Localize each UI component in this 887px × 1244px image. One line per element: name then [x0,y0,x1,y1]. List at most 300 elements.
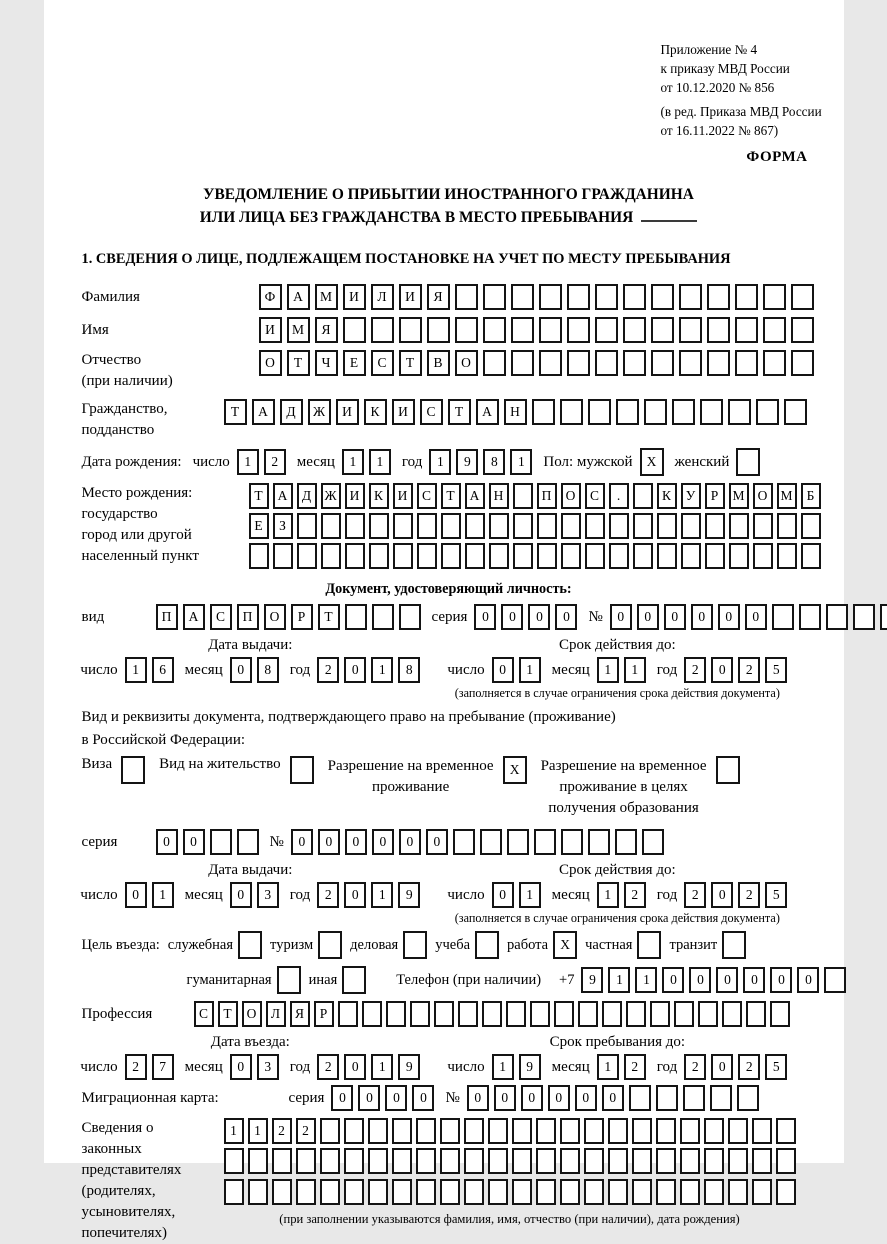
cell-box[interactable]: 2 [624,882,646,908]
cell-box[interactable]: 0 [718,604,740,630]
cell-box[interactable] [728,399,751,425]
cell-box[interactable] [393,543,413,569]
cell-box[interactable] [735,350,758,376]
cell-box[interactable] [210,829,232,855]
cell-box[interactable]: 0 [331,1085,353,1111]
cell-box[interactable] [791,317,814,343]
cell-box[interactable]: Б [801,483,821,509]
cell-box[interactable]: И [392,399,415,425]
cell-box[interactable]: 1 [519,882,541,908]
cell-box[interactable]: Н [504,399,527,425]
cell-box[interactable] [417,513,437,539]
cell-box[interactable] [615,829,637,855]
cell-box[interactable] [536,1148,556,1174]
cell-box[interactable]: Т [218,1001,238,1027]
cell-box[interactable] [657,513,677,539]
cell-box[interactable]: С [194,1001,214,1027]
cell-box[interactable] [465,543,485,569]
cell-box[interactable] [368,1148,388,1174]
cell-box[interactable] [320,1179,340,1205]
cell-box[interactable] [623,317,646,343]
cell-box[interactable]: С [417,483,437,509]
cell-box[interactable] [651,350,674,376]
cell-box[interactable] [507,829,529,855]
cell-box[interactable]: Е [343,350,366,376]
cell-box[interactable]: 9 [456,449,478,475]
cell-box[interactable] [372,604,394,630]
cell-box[interactable] [512,1179,532,1205]
cell-box[interactable]: Т [399,350,422,376]
cell-box[interactable]: X [553,931,577,959]
cell-box[interactable] [681,543,701,569]
cell-box[interactable] [729,513,749,539]
cell-box[interactable]: К [657,483,677,509]
cell-box[interactable] [633,513,653,539]
cell-box[interactable]: 0 [358,1085,380,1111]
cell-box[interactable] [488,1148,508,1174]
cell-box[interactable]: 0 [637,604,659,630]
cell-box[interactable] [297,513,317,539]
cell-box[interactable]: Р [705,483,725,509]
cell-box[interactable] [489,513,509,539]
cell-box[interactable]: 0 [743,967,765,993]
cell-box[interactable] [371,317,394,343]
cell-box[interactable]: 0 [230,657,252,683]
cell-box[interactable]: О [561,483,581,509]
cell-box[interactable]: 1 [429,449,451,475]
cell-box[interactable]: 0 [291,829,313,855]
cell-box[interactable] [121,756,145,784]
cell-box[interactable] [560,1148,580,1174]
cell-box[interactable] [482,1001,502,1027]
cell-box[interactable] [536,1118,556,1144]
cell-box[interactable]: 0 [664,604,686,630]
cell-box[interactable]: 0 [555,604,577,630]
cell-box[interactable] [595,284,618,310]
cell-box[interactable] [656,1179,676,1205]
cell-box[interactable] [345,513,365,539]
cell-box[interactable]: Ф [259,284,282,310]
cell-box[interactable] [532,399,555,425]
cell-box[interactable] [475,931,499,959]
cell-box[interactable] [441,513,461,539]
cell-box[interactable]: 0 [230,882,252,908]
cell-box[interactable]: 1 [224,1118,244,1144]
cell-box[interactable] [453,829,475,855]
cell-box[interactable] [561,829,583,855]
cell-box[interactable] [578,1001,598,1027]
cell-box[interactable]: 2 [317,1054,339,1080]
cell-box[interactable] [248,1148,268,1174]
cell-box[interactable] [656,1085,678,1111]
cell-box[interactable] [561,513,581,539]
cell-box[interactable]: С [585,483,605,509]
cell-box[interactable]: 2 [684,882,706,908]
cell-box[interactable] [343,317,366,343]
cell-box[interactable] [440,1118,460,1144]
cell-box[interactable] [777,543,797,569]
cell-box[interactable] [763,317,786,343]
cell-box[interactable] [826,604,848,630]
cell-box[interactable] [616,399,639,425]
cell-box[interactable] [880,604,887,630]
cell-box[interactable]: 0 [745,604,767,630]
cell-box[interactable]: П [156,604,178,630]
cell-box[interactable] [489,543,509,569]
cell-box[interactable] [584,1148,604,1174]
cell-box[interactable] [595,317,618,343]
cell-box[interactable]: Т [318,604,340,630]
cell-box[interactable] [488,1118,508,1144]
cell-box[interactable] [752,1118,772,1144]
cell-box[interactable] [644,399,667,425]
cell-box[interactable] [554,1001,574,1027]
cell-box[interactable] [584,1118,604,1144]
cell-box[interactable] [801,543,821,569]
cell-box[interactable] [537,513,557,539]
cell-box[interactable]: X [640,448,664,476]
cell-box[interactable]: 3 [257,882,279,908]
cell-box[interactable] [393,513,413,539]
cell-box[interactable]: 0 [797,967,819,993]
cell-box[interactable] [584,1179,604,1205]
cell-box[interactable] [632,1118,652,1144]
cell-box[interactable] [534,829,556,855]
cell-box[interactable] [722,931,746,959]
cell-box[interactable] [512,1118,532,1144]
cell-box[interactable] [403,931,427,959]
cell-box[interactable]: 5 [765,1054,787,1080]
cell-box[interactable] [763,284,786,310]
cell-box[interactable] [705,513,725,539]
cell-box[interactable] [290,756,314,784]
cell-box[interactable] [464,1179,484,1205]
cell-box[interactable] [756,399,779,425]
cell-box[interactable] [705,543,725,569]
cell-box[interactable]: . [609,483,629,509]
cell-box[interactable]: 2 [317,657,339,683]
cell-box[interactable] [698,1001,718,1027]
cell-box[interactable] [344,1148,364,1174]
cell-box[interactable]: О [753,483,773,509]
cell-box[interactable]: Т [287,350,310,376]
cell-box[interactable] [608,1179,628,1205]
cell-box[interactable]: Я [290,1001,310,1027]
cell-box[interactable]: 0 [711,657,733,683]
cell-box[interactable] [853,604,875,630]
cell-box[interactable]: 0 [492,657,514,683]
cell-box[interactable] [776,1148,796,1174]
cell-box[interactable] [464,1148,484,1174]
cell-box[interactable] [632,1148,652,1174]
cell-box[interactable]: О [259,350,282,376]
cell-box[interactable] [368,1179,388,1205]
cell-box[interactable]: 0 [501,604,523,630]
cell-box[interactable] [776,1179,796,1205]
cell-box[interactable] [707,284,730,310]
cell-box[interactable]: Д [280,399,303,425]
cell-box[interactable]: 0 [528,604,550,630]
cell-box[interactable] [561,543,581,569]
cell-box[interactable]: 0 [548,1085,570,1111]
cell-box[interactable]: 2 [738,882,760,908]
cell-box[interactable]: А [273,483,293,509]
cell-box[interactable] [595,350,618,376]
cell-box[interactable]: 1 [510,449,532,475]
cell-box[interactable] [237,829,259,855]
cell-box[interactable]: 0 [602,1085,624,1111]
cell-box[interactable] [707,317,730,343]
cell-box[interactable]: 5 [765,882,787,908]
cell-box[interactable] [728,1179,748,1205]
cell-box[interactable] [410,1001,430,1027]
cell-box[interactable]: 1 [342,449,364,475]
cell-box[interactable] [511,317,534,343]
cell-box[interactable]: Ч [315,350,338,376]
cell-box[interactable] [272,1148,292,1174]
cell-box[interactable]: 0 [467,1085,489,1111]
cell-box[interactable]: И [399,284,422,310]
cell-box[interactable] [248,1179,268,1205]
cell-box[interactable] [344,1179,364,1205]
cell-box[interactable]: X [503,756,527,784]
cell-box[interactable]: М [315,284,338,310]
cell-box[interactable] [735,284,758,310]
cell-box[interactable] [506,1001,526,1027]
cell-box[interactable]: У [681,483,701,509]
cell-box[interactable]: 0 [183,829,205,855]
cell-box[interactable] [342,966,366,994]
cell-box[interactable] [770,1001,790,1027]
cell-box[interactable]: 0 [521,1085,543,1111]
cell-box[interactable] [710,1085,732,1111]
cell-box[interactable] [672,399,695,425]
cell-box[interactable]: С [210,604,232,630]
cell-box[interactable]: В [427,350,450,376]
cell-box[interactable] [728,1148,748,1174]
cell-box[interactable] [321,543,341,569]
cell-box[interactable]: 0 [610,604,632,630]
cell-box[interactable] [392,1179,412,1205]
cell-box[interactable] [272,1179,292,1205]
cell-box[interactable]: 2 [317,882,339,908]
cell-box[interactable] [440,1179,460,1205]
cell-box[interactable] [680,1118,700,1144]
cell-box[interactable]: Л [371,284,394,310]
cell-box[interactable] [539,350,562,376]
cell-box[interactable]: 0 [689,967,711,993]
cell-box[interactable] [464,1118,484,1144]
cell-box[interactable] [679,350,702,376]
cell-box[interactable]: 5 [765,657,787,683]
cell-box[interactable]: Д [297,483,317,509]
cell-box[interactable] [609,513,629,539]
cell-box[interactable] [511,284,534,310]
cell-box[interactable] [511,350,534,376]
cell-box[interactable]: И [336,399,359,425]
cell-box[interactable] [399,604,421,630]
cell-box[interactable]: 0 [125,882,147,908]
cell-box[interactable]: 0 [344,882,366,908]
cell-box[interactable]: 1 [371,657,393,683]
cell-box[interactable]: И [259,317,282,343]
cell-box[interactable]: 1 [624,657,646,683]
cell-box[interactable] [560,1179,580,1205]
cell-box[interactable]: Ж [308,399,331,425]
cell-box[interactable] [386,1001,406,1027]
cell-box[interactable] [704,1179,724,1205]
cell-box[interactable]: А [252,399,275,425]
cell-box[interactable]: 1 [152,882,174,908]
cell-box[interactable]: Т [448,399,471,425]
cell-box[interactable] [608,1148,628,1174]
cell-box[interactable] [345,604,367,630]
cell-box[interactable]: 0 [230,1054,252,1080]
cell-box[interactable] [560,399,583,425]
cell-box[interactable] [567,284,590,310]
cell-box[interactable] [416,1179,436,1205]
cell-box[interactable] [707,350,730,376]
cell-box[interactable] [513,483,533,509]
cell-box[interactable] [480,829,502,855]
cell-box[interactable]: 1 [635,967,657,993]
cell-box[interactable] [609,543,629,569]
cell-box[interactable] [623,284,646,310]
cell-box[interactable] [427,317,450,343]
cell-box[interactable] [716,756,740,784]
cell-box[interactable] [632,1179,652,1205]
cell-box[interactable]: 9 [581,967,603,993]
cell-box[interactable] [369,543,389,569]
cell-box[interactable]: 1 [597,657,619,683]
cell-box[interactable] [752,1179,772,1205]
cell-box[interactable]: Я [427,284,450,310]
cell-box[interactable] [776,1118,796,1144]
cell-box[interactable]: Р [291,604,313,630]
cell-box[interactable] [680,1148,700,1174]
cell-box[interactable] [249,543,269,569]
cell-box[interactable] [752,1148,772,1174]
cell-box[interactable] [777,513,797,539]
cell-box[interactable] [679,284,702,310]
cell-box[interactable] [344,1118,364,1144]
cell-box[interactable]: М [287,317,310,343]
cell-box[interactable]: П [537,483,557,509]
cell-box[interactable]: К [364,399,387,425]
cell-box[interactable] [629,1085,651,1111]
cell-box[interactable] [799,604,821,630]
cell-box[interactable] [399,317,422,343]
cell-box[interactable]: О [242,1001,262,1027]
cell-box[interactable] [656,1118,676,1144]
cell-box[interactable]: Н [489,483,509,509]
cell-box[interactable] [728,1118,748,1144]
cell-box[interactable]: 2 [738,657,760,683]
cell-box[interactable] [585,543,605,569]
cell-box[interactable]: 1 [369,449,391,475]
cell-box[interactable] [560,1118,580,1144]
cell-box[interactable]: 0 [385,1085,407,1111]
cell-box[interactable]: А [476,399,499,425]
cell-box[interactable] [637,931,661,959]
cell-box[interactable] [483,284,506,310]
cell-box[interactable] [277,966,301,994]
cell-box[interactable]: 0 [575,1085,597,1111]
cell-box[interactable]: 1 [237,449,259,475]
cell-box[interactable] [633,483,653,509]
cell-box[interactable]: 2 [738,1054,760,1080]
cell-box[interactable]: Е [249,513,269,539]
cell-box[interactable]: 1 [597,1054,619,1080]
cell-box[interactable]: 7 [152,1054,174,1080]
cell-box[interactable] [674,1001,694,1027]
cell-box[interactable] [392,1148,412,1174]
cell-box[interactable] [321,513,341,539]
cell-box[interactable] [633,543,653,569]
cell-box[interactable] [369,513,389,539]
cell-box[interactable]: 0 [372,829,394,855]
cell-box[interactable] [681,513,701,539]
cell-box[interactable]: 0 [711,1054,733,1080]
cell-box[interactable]: 1 [371,882,393,908]
cell-box[interactable]: 3 [257,1054,279,1080]
cell-box[interactable]: 1 [125,657,147,683]
cell-box[interactable]: 0 [711,882,733,908]
cell-box[interactable]: 0 [156,829,178,855]
cell-box[interactable] [513,543,533,569]
cell-box[interactable] [320,1118,340,1144]
cell-box[interactable] [455,284,478,310]
cell-box[interactable]: Я [315,317,338,343]
cell-box[interactable]: И [345,483,365,509]
cell-box[interactable]: О [455,350,478,376]
cell-box[interactable] [441,543,461,569]
cell-box[interactable] [772,604,794,630]
cell-box[interactable] [539,284,562,310]
cell-box[interactable] [791,350,814,376]
cell-box[interactable]: Т [249,483,269,509]
cell-box[interactable]: 0 [494,1085,516,1111]
cell-box[interactable]: 1 [492,1054,514,1080]
cell-box[interactable]: 6 [152,657,174,683]
cell-box[interactable] [651,284,674,310]
cell-box[interactable]: Л [266,1001,286,1027]
cell-box[interactable]: 1 [597,882,619,908]
cell-box[interactable] [656,1148,676,1174]
cell-box[interactable] [585,513,605,539]
cell-box[interactable] [704,1148,724,1174]
cell-box[interactable]: А [465,483,485,509]
cell-box[interactable]: 9 [398,882,420,908]
cell-box[interactable]: 0 [344,1054,366,1080]
cell-box[interactable] [273,543,293,569]
cell-box[interactable] [608,1118,628,1144]
cell-box[interactable]: 2 [624,1054,646,1080]
cell-box[interactable] [736,448,760,476]
cell-box[interactable] [536,1179,556,1205]
cell-box[interactable]: Т [224,399,247,425]
cell-box[interactable] [238,931,262,959]
cell-box[interactable]: 1 [519,657,541,683]
cell-box[interactable]: М [729,483,749,509]
cell-box[interactable]: И [393,483,413,509]
cell-box[interactable] [458,1001,478,1027]
cell-box[interactable] [602,1001,622,1027]
cell-box[interactable] [737,1085,759,1111]
cell-box[interactable] [513,513,533,539]
cell-box[interactable]: 0 [426,829,448,855]
cell-box[interactable]: 0 [691,604,713,630]
